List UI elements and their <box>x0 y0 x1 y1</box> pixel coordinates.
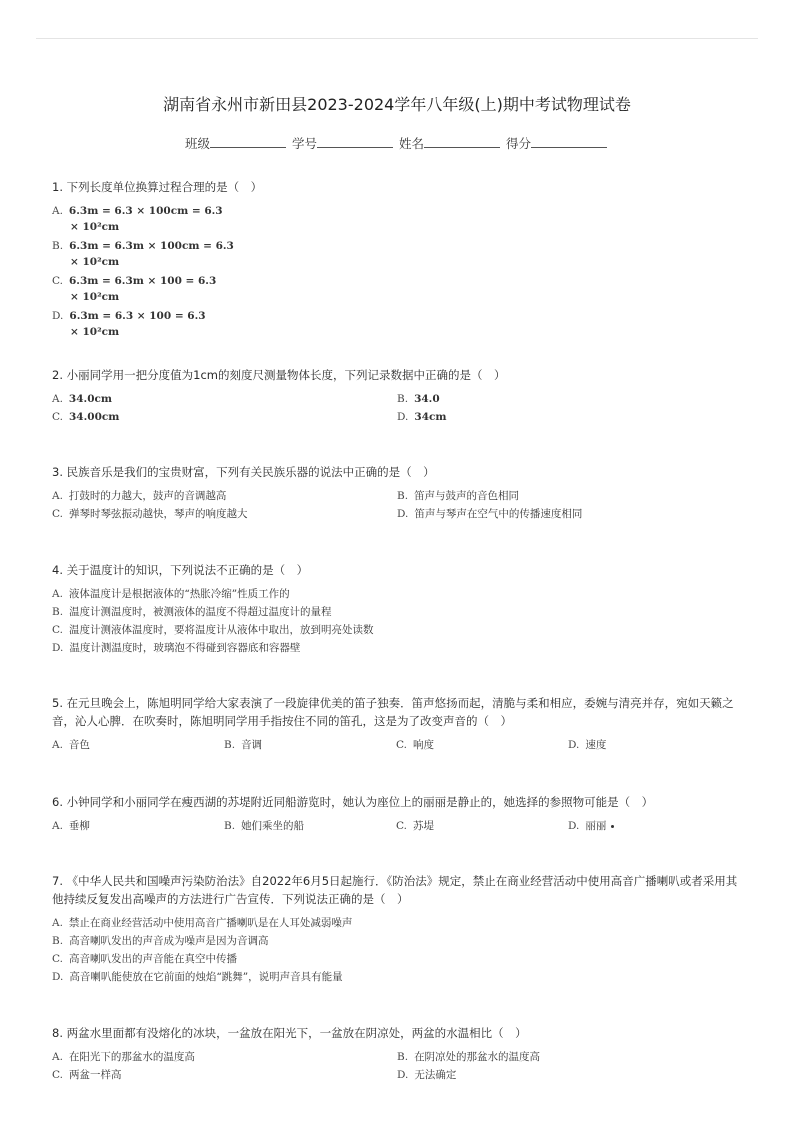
student-id-label: 学号 <box>291 136 317 151</box>
option-formula-continued: × 10²cm <box>70 326 120 338</box>
question-stem: 7. 《中华人民共和国噪声污染防治法》自2022年6月5日起施行．《防治法》规定，禁止在商业经营活动中使用高音广播喇叭或者采用其他持续反复发出高噪声的方法进行广告宣传．下列说法正确的是（ ） <box>52 874 738 906</box>
option-text: 34cm <box>414 411 447 423</box>
option-text: 禁止在商业经营活动中使用高音广播喇叭是在人耳处减弱噪声 <box>68 917 353 929</box>
option-letter: D. <box>397 411 409 423</box>
option-letter: B. <box>52 240 64 252</box>
option-text: 速度 <box>585 739 607 751</box>
option-letter: B. <box>397 490 409 502</box>
option-letter: B. <box>397 1051 409 1063</box>
option-d[interactable] <box>397 1066 742 1084</box>
option-letter: C. <box>52 275 63 287</box>
option-letter: B. <box>224 739 236 751</box>
question-8 <box>52 1024 742 1084</box>
option-c[interactable] <box>396 817 568 835</box>
question-stem: 3. 民族音乐是我们的宝贵财富，下列有关民族乐器的说法中正确的是（ ） <box>52 465 435 479</box>
question-stem: 2. 小丽同学用一把分度值为1cm的刻度尺测量物体长度，下列记录数据中正确的是（ ） <box>52 368 506 382</box>
option-letter: A. <box>52 205 63 217</box>
option-letter: A. <box>52 917 63 929</box>
score-label: 得分 <box>505 136 531 151</box>
option-text: 高音喇叭能使放在它前面的烛焰“跳舞”，说明声音具有能量 <box>69 971 343 983</box>
option-b[interactable] <box>224 736 396 754</box>
option-text: 高音喇叭发出的声音成为噪声是因为音调高 <box>69 935 269 947</box>
option-text: 苏堤 <box>413 820 434 832</box>
option-text: 温度计测温度时，被测液体的温度不得超过温度计的量程 <box>69 606 332 618</box>
option-letter: D. <box>397 508 409 520</box>
option-letter: C. <box>52 508 63 520</box>
option-letter: B. <box>224 820 236 832</box>
option-letter: A. <box>52 820 63 832</box>
option-text: 丽丽 <box>585 820 607 832</box>
option-formula: 6.3m = 6.3 × 100cm = 6.3 <box>68 205 223 217</box>
option-c[interactable] <box>52 272 742 304</box>
option-d[interactable] <box>52 307 742 339</box>
option-letter: C. <box>52 624 63 636</box>
student-info-line <box>0 134 794 152</box>
option-text: 打鼓时的力越大，鼓声的音调越高 <box>68 490 227 502</box>
option-letter: B. <box>52 606 64 618</box>
option-text: 34.00cm <box>69 411 120 423</box>
option-b[interactable] <box>52 603 742 621</box>
question-5 <box>52 694 742 754</box>
option-c[interactable] <box>52 505 397 523</box>
option-b[interactable] <box>52 237 742 269</box>
option-b[interactable] <box>224 817 396 835</box>
option-letter: C. <box>396 820 407 832</box>
option-text: 无法确定 <box>414 1069 457 1081</box>
option-letter: D. <box>568 820 580 832</box>
bullet-dot <box>611 825 614 828</box>
option-c[interactable] <box>52 408 397 426</box>
option-d[interactable] <box>397 408 742 426</box>
option-b[interactable] <box>397 1048 742 1066</box>
option-text: 两盆一样高 <box>69 1069 122 1081</box>
option-letter: D. <box>52 310 64 322</box>
page-title: 湖南省永州市新田县2023-2024学年八年级(上)期中考试物理试卷 <box>163 95 631 114</box>
option-formula-continued: × 10²cm <box>70 291 120 303</box>
option-letter: A. <box>52 490 63 502</box>
name-blank[interactable] <box>424 135 500 148</box>
option-d[interactable] <box>568 736 740 754</box>
student-id-blank[interactable] <box>317 135 393 148</box>
option-letter: A. <box>52 1051 63 1063</box>
option-d[interactable] <box>52 639 742 657</box>
option-formula: 6.3m = 6.3 × 100 = 6.3 <box>69 310 206 322</box>
option-letter: A. <box>52 588 63 600</box>
option-a[interactable] <box>52 914 742 932</box>
option-letter: D. <box>568 739 580 751</box>
option-c[interactable] <box>52 950 742 968</box>
option-letter: A. <box>52 739 63 751</box>
option-d[interactable] <box>52 968 742 986</box>
question-stem: 6. 小钟同学和小丽同学在瘦西湖的苏堤附近同船游览时，她认为座位上的丽丽是静止的，她选择的参照物可能是（ ） <box>52 795 654 809</box>
class-label: 班级 <box>184 136 210 151</box>
question-stem: 5. 在元旦晚会上，陈旭明同学给大家表演了一段旋律优美的笛子独奏．笛声悠扬而起，清脆与柔和相应，委婉与清亮并存，宛如天籁之音，沁人心脾．在吹奏时，陈旭明同学用手指按住不同的笛孔，这是为了改变声音的（ ） <box>52 696 734 728</box>
question-2 <box>52 366 742 426</box>
option-letter: C. <box>396 739 407 751</box>
option-text: 垂柳 <box>68 820 90 832</box>
option-letter: A. <box>52 393 63 405</box>
option-text: 在阳光下的那盆水的温度高 <box>68 1051 195 1063</box>
option-letter: C. <box>52 411 63 423</box>
option-formula-continued: × 10²cm <box>70 256 120 268</box>
option-c[interactable] <box>396 736 568 754</box>
option-letter: B. <box>397 393 409 405</box>
option-c[interactable] <box>52 1066 397 1084</box>
option-text: 34.0cm <box>68 393 112 405</box>
option-text: 音调 <box>241 739 263 751</box>
option-d[interactable] <box>397 505 742 523</box>
option-d[interactable] <box>568 817 740 835</box>
option-a[interactable] <box>52 1048 397 1066</box>
option-text: 在阴凉处的那盆水的温度高 <box>414 1051 541 1063</box>
option-text: 高音喇叭发出的声音能在真空中传播 <box>69 953 237 965</box>
option-text: 响度 <box>413 739 434 751</box>
option-text: 音色 <box>68 739 90 751</box>
question-1 <box>52 178 742 342</box>
option-b[interactable] <box>397 487 742 505</box>
option-text: 温度计测温度时，玻璃泡不得碰到容器底和容器壁 <box>69 642 301 654</box>
option-formula-continued: × 10²cm <box>70 221 120 233</box>
option-text: 温度计测液体温度时，要将温度计从液体中取出，放到明亮处读数 <box>69 624 374 636</box>
option-a[interactable] <box>52 202 742 234</box>
question-3 <box>52 463 742 523</box>
option-b[interactable] <box>397 390 742 408</box>
score-blank[interactable] <box>531 135 607 148</box>
option-text: 笛声与鼓声的音色相同 <box>414 490 520 502</box>
option-letter: D. <box>52 642 64 654</box>
option-letter: C. <box>52 953 63 965</box>
option-text: 笛声与琴声在空气中的传播速度相同 <box>414 508 583 520</box>
option-formula: 6.3m = 6.3m × 100 = 6.3 <box>69 275 217 287</box>
option-b[interactable] <box>52 932 742 950</box>
option-letter: B. <box>52 935 64 947</box>
question-7 <box>52 872 742 986</box>
option-a[interactable] <box>52 736 224 754</box>
option-text: 34.0 <box>414 393 440 405</box>
name-label: 姓名 <box>398 136 424 151</box>
option-letter: C. <box>52 1069 63 1081</box>
question-stem: 1. 下列长度单位换算过程合理的是（ ） <box>52 180 263 194</box>
question-stem: 4. 关于温度计的知识，下列说法不正确的是（ ） <box>52 563 309 577</box>
question-6 <box>52 793 742 835</box>
option-text: 她们乘坐的船 <box>241 820 305 832</box>
option-formula: 6.3m = 6.3m × 100cm = 6.3 <box>69 240 234 252</box>
option-text: 弹琴时琴弦振动越快，琴声的响度越大 <box>69 508 248 520</box>
class-blank[interactable] <box>210 135 286 148</box>
question-4 <box>52 561 742 657</box>
option-a[interactable] <box>52 817 224 835</box>
option-a[interactable] <box>52 585 742 603</box>
option-letter: D. <box>397 1069 409 1081</box>
option-a[interactable] <box>52 487 397 505</box>
option-text: 液体温度计是根据液体的“热胀冷缩”性质工作的 <box>68 588 290 600</box>
top-divider <box>36 38 758 39</box>
option-a[interactable] <box>52 390 397 408</box>
option-c[interactable] <box>52 621 742 639</box>
option-letter: D. <box>52 971 64 983</box>
question-stem: 8. 两盆水里面都有没熔化的冰块，一盆放在阳光下，一盆放在阴凉处，两盆的水温相比（ ） <box>52 1026 527 1040</box>
